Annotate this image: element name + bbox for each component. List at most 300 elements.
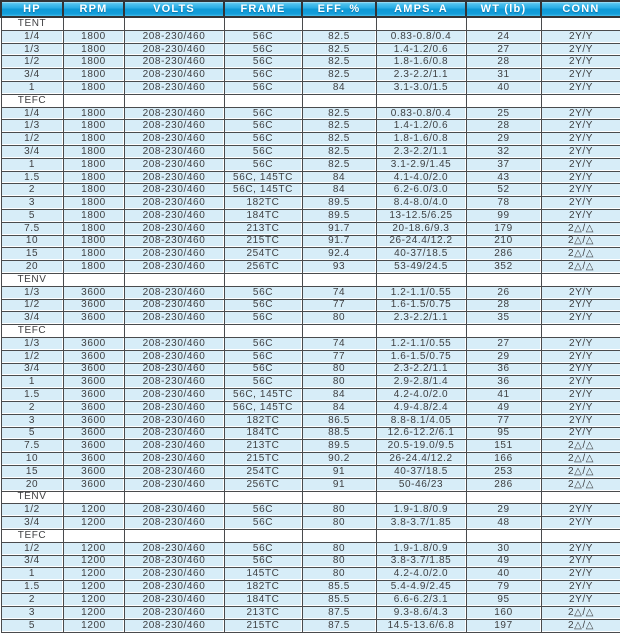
cell-wt: 210 (466, 235, 541, 248)
cell-hp: 7.5 (1, 440, 63, 453)
cell-amps: 6.2-6.0/3.0 (376, 184, 466, 197)
cell-volts: 208-230/460 (124, 222, 224, 235)
table-row (1, 184, 620, 197)
cell-eff: 82.5 (302, 107, 376, 120)
cell-wt: 49 (466, 401, 541, 414)
cell-rpm: 3600 (63, 376, 124, 389)
cell-eff: 80 (302, 376, 376, 389)
cell-eff: 82.5 (302, 69, 376, 82)
cell-amps: 3.8-3.7/1.85 (376, 517, 466, 530)
cell-volts: 208-230/460 (124, 376, 224, 389)
cell-wt: 160 (466, 606, 541, 619)
cell-conn: 2Y/Y (541, 171, 620, 184)
cell-wt: 26 (466, 286, 541, 299)
cell-frame: 56C, 145TC (224, 171, 302, 184)
cell-eff: 82.5 (302, 30, 376, 43)
table-row (1, 222, 620, 235)
cell-eff: 82.5 (302, 120, 376, 133)
cell-eff: 82.5 (302, 146, 376, 159)
cell-eff: 87.5 (302, 606, 376, 619)
table-row (1, 158, 620, 171)
cell-conn: 2Y/Y (541, 158, 620, 171)
section-empty-cell (63, 273, 124, 286)
cell-rpm: 1800 (63, 235, 124, 248)
cell-wt: 151 (466, 440, 541, 453)
cell-conn: 2Y/Y (541, 146, 620, 159)
cell-conn: 2Y/Y (541, 120, 620, 133)
cell-eff: 85.5 (302, 581, 376, 594)
cell-conn: 2Y/Y (541, 56, 620, 69)
cell-amps: 20-18.6/9.3 (376, 222, 466, 235)
section-row-tenv-2 (1, 273, 620, 286)
cell-rpm: 1800 (63, 222, 124, 235)
cell-wt: 29 (466, 350, 541, 363)
section-empty-cell (63, 529, 124, 542)
cell-hp: 3 (1, 197, 63, 210)
cell-volts: 208-230/460 (124, 146, 224, 159)
table-row (1, 568, 620, 581)
cell-rpm: 3600 (63, 312, 124, 325)
cell-eff: 88.5 (302, 427, 376, 440)
cell-conn: 2△/△ (541, 235, 620, 248)
section-empty-cell (466, 491, 541, 504)
section-empty-cell (466, 273, 541, 286)
cell-wt: 40 (466, 568, 541, 581)
cell-volts: 208-230/460 (124, 606, 224, 619)
table-row (1, 465, 620, 478)
cell-hp: 3/4 (1, 517, 63, 530)
table-row (1, 248, 620, 261)
cell-conn: 2Y/Y (541, 517, 620, 530)
cell-wt: 27 (466, 43, 541, 56)
cell-frame: 56C (224, 517, 302, 530)
cell-volts: 208-230/460 (124, 210, 224, 223)
cell-rpm: 1200 (63, 517, 124, 530)
cell-hp: 1/4 (1, 107, 63, 120)
cell-rpm: 1800 (63, 261, 124, 274)
section-empty-cell (466, 529, 541, 542)
cell-wt: 48 (466, 517, 541, 530)
cell-frame: 56C (224, 43, 302, 56)
cell-amps: 20.5-19.0/9.5 (376, 440, 466, 453)
section-label: TEFC (1, 529, 63, 542)
cell-volts: 208-230/460 (124, 517, 224, 530)
cell-volts: 208-230/460 (124, 427, 224, 440)
cell-frame: 56C (224, 337, 302, 350)
cell-eff: 80 (302, 312, 376, 325)
cell-conn: 2Y/Y (541, 427, 620, 440)
cell-hp: 20 (1, 478, 63, 491)
cell-amps: 4.9-4.8/2.4 (376, 401, 466, 414)
cell-eff: 82.5 (302, 133, 376, 146)
cell-frame: 56C, 145TC (224, 389, 302, 402)
table-row (1, 299, 620, 312)
cell-conn: 2Y/Y (541, 414, 620, 427)
cell-volts: 208-230/460 (124, 504, 224, 517)
cell-wt: 31 (466, 69, 541, 82)
section-row-tefc-1 (1, 94, 620, 107)
table-row (1, 120, 620, 133)
cell-conn: 2△/△ (541, 453, 620, 466)
cell-wt: 29 (466, 133, 541, 146)
cell-hp: 1.5 (1, 581, 63, 594)
cell-frame: 56C (224, 82, 302, 95)
cell-conn: 2Y/Y (541, 312, 620, 325)
section-empty-cell (63, 325, 124, 338)
cell-hp: 5 (1, 619, 63, 633)
cell-frame: 254TC (224, 465, 302, 478)
cell-rpm: 3600 (63, 363, 124, 376)
cell-frame: 184TC (224, 427, 302, 440)
cell-frame: 56C (224, 504, 302, 517)
cell-frame: 56C, 145TC (224, 401, 302, 414)
section-empty-cell (124, 325, 224, 338)
cell-frame: 56C (224, 133, 302, 146)
section-empty-cell (302, 491, 376, 504)
cell-volts: 208-230/460 (124, 440, 224, 453)
cell-rpm: 1800 (63, 171, 124, 184)
section-empty-cell (302, 325, 376, 338)
cell-hp: 15 (1, 465, 63, 478)
cell-eff: 77 (302, 350, 376, 363)
cell-frame: 215TC (224, 619, 302, 633)
section-empty-cell (466, 325, 541, 338)
table-row (1, 389, 620, 402)
table-row (1, 312, 620, 325)
cell-rpm: 3600 (63, 389, 124, 402)
cell-hp: 1 (1, 568, 63, 581)
cell-wt: 286 (466, 478, 541, 491)
cell-eff: 85.5 (302, 593, 376, 606)
cell-frame: 256TC (224, 261, 302, 274)
cell-volts: 208-230/460 (124, 120, 224, 133)
cell-frame: 145TC (224, 568, 302, 581)
section-empty-cell (124, 94, 224, 107)
section-empty-cell (63, 94, 124, 107)
cell-volts: 208-230/460 (124, 568, 224, 581)
section-empty-cell (541, 273, 620, 286)
table-row (1, 606, 620, 619)
cell-frame: 56C (224, 120, 302, 133)
table-row (1, 414, 620, 427)
table-row (1, 363, 620, 376)
cell-amps: 3.1-2.9/1.45 (376, 158, 466, 171)
cell-frame: 184TC (224, 593, 302, 606)
cell-wt: 78 (466, 197, 541, 210)
cell-hp: 3 (1, 606, 63, 619)
cell-wt: 35 (466, 312, 541, 325)
cell-amps: 1.6-1.5/0.75 (376, 299, 466, 312)
cell-conn: 2Y/Y (541, 82, 620, 95)
cell-frame: 215TC (224, 453, 302, 466)
cell-rpm: 1800 (63, 120, 124, 133)
cell-wt: 28 (466, 56, 541, 69)
table-row (1, 542, 620, 555)
section-empty-cell (124, 491, 224, 504)
cell-wt: 43 (466, 171, 541, 184)
cell-hp: 15 (1, 248, 63, 261)
cell-rpm: 3600 (63, 337, 124, 350)
cell-wt: 52 (466, 184, 541, 197)
cell-rpm: 1800 (63, 43, 124, 56)
cell-wt: 29 (466, 504, 541, 517)
section-row-tefc-3 (1, 325, 620, 338)
cell-wt: 36 (466, 376, 541, 389)
cell-conn: 2△/△ (541, 248, 620, 261)
cell-hp: 1/2 (1, 504, 63, 517)
section-empty-cell (466, 94, 541, 107)
cell-wt: 79 (466, 581, 541, 594)
cell-hp: 3/4 (1, 555, 63, 568)
cell-rpm: 3600 (63, 414, 124, 427)
table-row (1, 350, 620, 363)
table-row (1, 197, 620, 210)
section-label: TENV (1, 491, 63, 504)
cell-amps: 13-12.5/6.25 (376, 210, 466, 223)
cell-volts: 208-230/460 (124, 593, 224, 606)
cell-conn: 2Y/Y (541, 376, 620, 389)
section-empty-cell (224, 17, 302, 30)
cell-conn: 2△/△ (541, 222, 620, 235)
cell-volts: 208-230/460 (124, 235, 224, 248)
cell-eff: 89.5 (302, 210, 376, 223)
cell-frame: 56C (224, 107, 302, 120)
cell-rpm: 3600 (63, 401, 124, 414)
cell-amps: 14.5-13.6/6.8 (376, 619, 466, 633)
cell-conn: 2Y/Y (541, 107, 620, 120)
table-row (1, 261, 620, 274)
cell-hp: 1 (1, 376, 63, 389)
cell-wt: 32 (466, 146, 541, 159)
cell-hp: 2 (1, 593, 63, 606)
cell-volts: 208-230/460 (124, 414, 224, 427)
section-empty-cell (124, 17, 224, 30)
cell-eff: 90.2 (302, 453, 376, 466)
cell-conn: 2Y/Y (541, 30, 620, 43)
cell-hp: 5 (1, 427, 63, 440)
cell-frame: 215TC (224, 235, 302, 248)
cell-rpm: 1200 (63, 504, 124, 517)
cell-volts: 208-230/460 (124, 171, 224, 184)
cell-wt: 28 (466, 120, 541, 133)
cell-amps: 5.4-4.9/2.45 (376, 581, 466, 594)
cell-eff: 80 (302, 568, 376, 581)
cell-wt: 49 (466, 555, 541, 568)
cell-rpm: 1200 (63, 606, 124, 619)
cell-wt: 24 (466, 30, 541, 43)
section-empty-cell (124, 273, 224, 286)
cell-amps: 53-49/24.5 (376, 261, 466, 274)
cell-hp: 1 (1, 82, 63, 95)
cell-frame: 56C (224, 376, 302, 389)
table-row (1, 133, 620, 146)
cell-amps: 9.3-8.6/4.3 (376, 606, 466, 619)
cell-conn: 2Y/Y (541, 581, 620, 594)
cell-amps: 4.1-4.0/2.0 (376, 171, 466, 184)
table-row (1, 43, 620, 56)
cell-hp: 1/2 (1, 133, 63, 146)
cell-rpm: 1800 (63, 146, 124, 159)
table-header (1, 1, 620, 17)
cell-eff: 82.5 (302, 43, 376, 56)
cell-rpm: 3600 (63, 286, 124, 299)
cell-volts: 208-230/460 (124, 619, 224, 633)
cell-conn: 2Y/Y (541, 299, 620, 312)
table-row (1, 376, 620, 389)
cell-eff: 77 (302, 299, 376, 312)
cell-frame: 182TC (224, 414, 302, 427)
cell-conn: 2Y/Y (541, 363, 620, 376)
cell-wt: 40 (466, 82, 541, 95)
cell-rpm: 1200 (63, 581, 124, 594)
cell-amps: 1.4-1.2/0.6 (376, 120, 466, 133)
cell-amps: 26-24.4/12.2 (376, 453, 466, 466)
table-row (1, 146, 620, 159)
cell-amps: 6.6-6.2/3.1 (376, 593, 466, 606)
cell-rpm: 3600 (63, 427, 124, 440)
table-row (1, 210, 620, 223)
cell-rpm: 1800 (63, 210, 124, 223)
cell-amps: 2.9-2.8/1.4 (376, 376, 466, 389)
cell-frame: 213TC (224, 606, 302, 619)
cell-volts: 208-230/460 (124, 248, 224, 261)
cell-hp: 1/2 (1, 542, 63, 555)
cell-conn: 2Y/Y (541, 210, 620, 223)
cell-hp: 1/3 (1, 286, 63, 299)
cell-volts: 208-230/460 (124, 286, 224, 299)
cell-eff: 91.7 (302, 222, 376, 235)
cell-conn: 2Y/Y (541, 401, 620, 414)
cell-eff: 84 (302, 82, 376, 95)
cell-conn: 2Y/Y (541, 184, 620, 197)
cell-rpm: 1200 (63, 555, 124, 568)
cell-eff: 80 (302, 363, 376, 376)
cell-eff: 89.5 (302, 440, 376, 453)
section-empty-cell (376, 17, 466, 30)
cell-amps: 1.4-1.2/0.6 (376, 43, 466, 56)
cell-hp: 2 (1, 184, 63, 197)
table-row (1, 69, 620, 82)
cell-eff: 87.5 (302, 619, 376, 633)
section-empty-cell (376, 325, 466, 338)
cell-amps: 1.8-1.6/0.8 (376, 56, 466, 69)
cell-wt: 179 (466, 222, 541, 235)
section-empty-cell (302, 273, 376, 286)
cell-rpm: 1800 (63, 197, 124, 210)
cell-rpm: 3600 (63, 478, 124, 491)
table-row (1, 56, 620, 69)
table-row (1, 581, 620, 594)
cell-volts: 208-230/460 (124, 299, 224, 312)
cell-conn: 2△/△ (541, 606, 620, 619)
cell-hp: 1/2 (1, 56, 63, 69)
column-header-amps: AMPS. A (376, 1, 466, 17)
section-empty-cell (224, 491, 302, 504)
cell-rpm: 3600 (63, 299, 124, 312)
cell-volts: 208-230/460 (124, 184, 224, 197)
cell-wt: 95 (466, 593, 541, 606)
cell-conn: 2Y/Y (541, 350, 620, 363)
section-empty-cell (541, 529, 620, 542)
cell-eff: 74 (302, 337, 376, 350)
cell-frame: 56C (224, 158, 302, 171)
cell-volts: 208-230/460 (124, 389, 224, 402)
table-row (1, 593, 620, 606)
cell-amps: 2.3-2.2/1.1 (376, 312, 466, 325)
cell-frame: 56C (224, 69, 302, 82)
cell-hp: 3/4 (1, 146, 63, 159)
cell-hp: 1.5 (1, 171, 63, 184)
cell-frame: 56C, 145TC (224, 184, 302, 197)
cell-eff: 80 (302, 555, 376, 568)
cell-wt: 77 (466, 414, 541, 427)
cell-wt: 27 (466, 337, 541, 350)
cell-rpm: 1800 (63, 184, 124, 197)
cell-conn: 2△/△ (541, 619, 620, 633)
cell-eff: 84 (302, 401, 376, 414)
section-empty-cell (224, 325, 302, 338)
header-row (1, 1, 620, 17)
cell-volts: 208-230/460 (124, 56, 224, 69)
section-label: TEFC (1, 325, 63, 338)
section-row-tefc-5 (1, 529, 620, 542)
cell-hp: 1/3 (1, 337, 63, 350)
cell-volts: 208-230/460 (124, 261, 224, 274)
section-label: TENV (1, 273, 63, 286)
cell-wt: 253 (466, 465, 541, 478)
cell-volts: 208-230/460 (124, 363, 224, 376)
cell-amps: 2.3-2.2/1.1 (376, 363, 466, 376)
cell-volts: 208-230/460 (124, 82, 224, 95)
cell-frame: 213TC (224, 440, 302, 453)
cell-eff: 80 (302, 542, 376, 555)
cell-amps: 26-24.4/12.2 (376, 235, 466, 248)
cell-amps: 2.3-2.2/1.1 (376, 69, 466, 82)
cell-volts: 208-230/460 (124, 133, 224, 146)
cell-eff: 74 (302, 286, 376, 299)
cell-hp: 1/3 (1, 43, 63, 56)
cell-amps: 50-46/23 (376, 478, 466, 491)
cell-amps: 3.8-3.7/1.85 (376, 555, 466, 568)
cell-conn: 2Y/Y (541, 286, 620, 299)
cell-frame: 56C (224, 56, 302, 69)
cell-frame: 56C (224, 146, 302, 159)
section-label: TEFC (1, 94, 63, 107)
cell-conn: 2Y/Y (541, 69, 620, 82)
table-body (1, 17, 620, 633)
cell-frame: 254TC (224, 248, 302, 261)
cell-rpm: 1800 (63, 248, 124, 261)
table-row (1, 427, 620, 440)
cell-volts: 208-230/460 (124, 465, 224, 478)
cell-rpm: 1800 (63, 82, 124, 95)
table-row (1, 107, 620, 120)
cell-eff: 82.5 (302, 158, 376, 171)
cell-volts: 208-230/460 (124, 30, 224, 43)
section-empty-cell (224, 273, 302, 286)
cell-conn: 2Y/Y (541, 389, 620, 402)
cell-rpm: 3600 (63, 453, 124, 466)
cell-amps: 3.1-3.0/1.5 (376, 82, 466, 95)
section-empty-cell (541, 94, 620, 107)
cell-rpm: 1200 (63, 568, 124, 581)
cell-volts: 208-230/460 (124, 350, 224, 363)
cell-hp: 1.5 (1, 389, 63, 402)
cell-rpm: 1800 (63, 56, 124, 69)
section-empty-cell (124, 529, 224, 542)
section-empty-cell (63, 17, 124, 30)
cell-volts: 208-230/460 (124, 107, 224, 120)
